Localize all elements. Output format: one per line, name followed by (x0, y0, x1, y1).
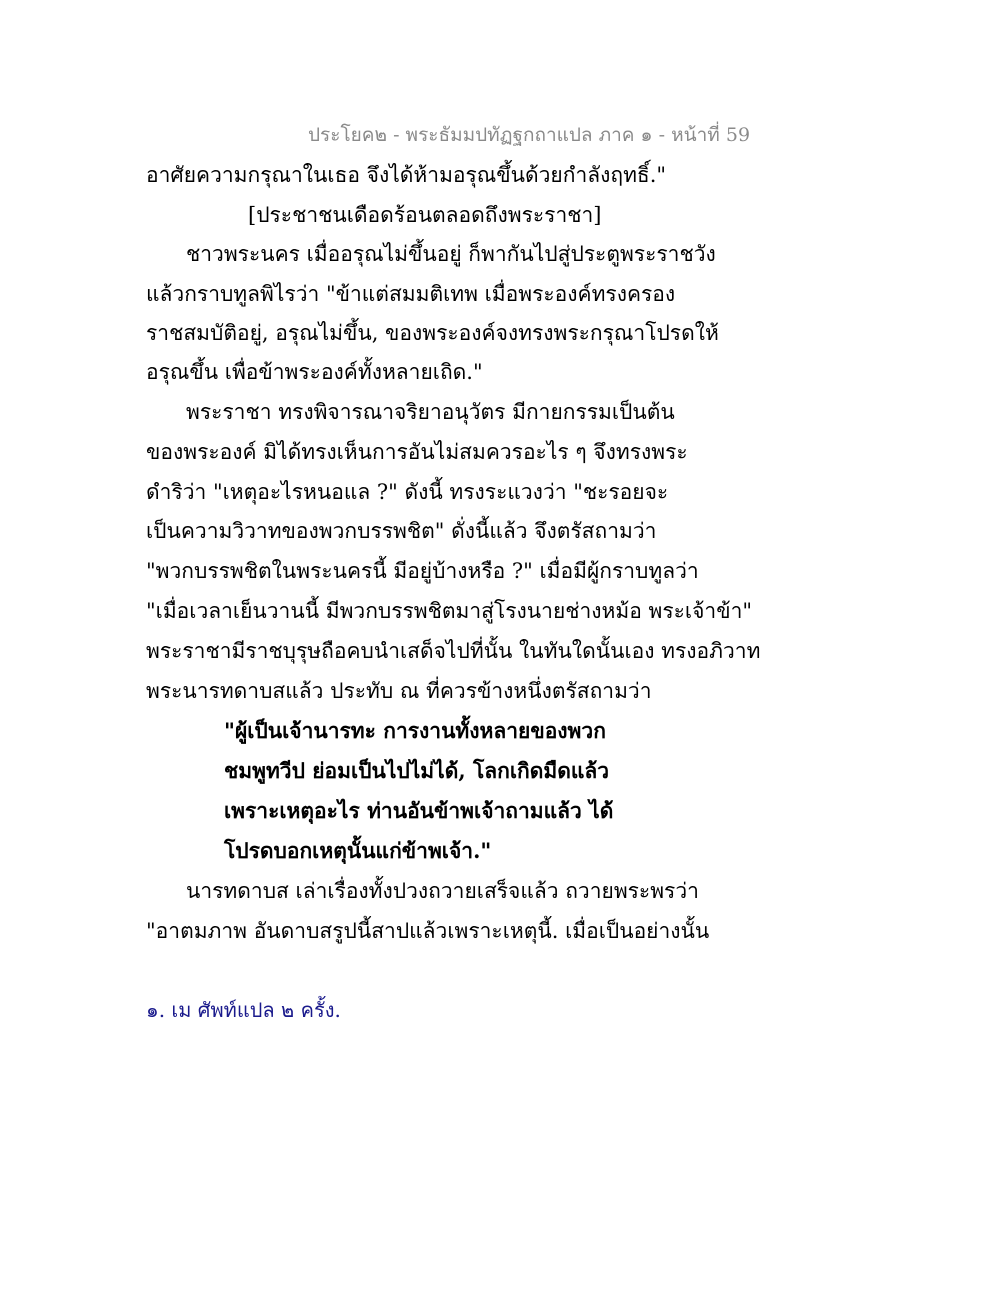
body-line: ชาวพระนคร เมื่ออรุณไม่ขึ้นอยู่ ก็พากันไปสู่ประตูพระราชวัง (186, 242, 716, 266)
body-line: เป็นความวิวาทของพวกบรรพชิต" ดั่งนี้แล้ว จึงตรัสถามว่า (146, 519, 657, 543)
quote-line: โปรดบอกเหตุนั้นแก่ข้าพเจ้า." (224, 838, 492, 863)
body-line: "พวกบรรพชิตในพระนครนี้ มีอยู่บ้างหรือ ?" เมื่อมีผู้กราบทูลว่า (146, 559, 699, 583)
body-line: ของพระองค์ มิได้ทรงเห็นการอันไม่สมควรอะไร ๆ จึงทรงพระ (146, 440, 688, 464)
body-line: ดำริว่า "เหตุอะไรหนอแล ?" ดังนี้ ทรงระแวงว่า "ชะรอยจะ (146, 480, 669, 504)
body-line: พระราชามีราชบุรุษถือคบนำเสด็จไปที่นั้น ในทันใดนั้นเอง ทรงอภิวาท (146, 639, 761, 663)
section-heading: [ประชาชนเดือดร้อนตลอดถึงพระราชา] (248, 203, 602, 227)
quote-line: เพราะเหตุอะไร ท่านอันข้าพเจ้าถามแล้ว ได้ (224, 798, 614, 823)
footnote: ๑. เม ศัพท์แปล ๒ ครั้ง. (146, 998, 341, 1022)
body-line: แล้วกราบทูลพิไรว่า "ข้าแต่สมมติเทพ เมื่อพระองค์ทรงครอง (146, 282, 676, 306)
running-head: ประโยค๒ - พระธัมมปทัฏฐกถาแปล ภาค ๑ - หน้าที่ 59 (308, 124, 751, 146)
body-line: พระราชา ทรงพิจารณาจริยาอนุวัตร มีกายกรรมเป็นต้น (186, 400, 675, 424)
quote-line: "ผู้เป็นเจ้านารทะ การงานทั้งหลายของพวก (224, 718, 606, 743)
body-line: "เมื่อเวลาเย็นวานนี้ มีพวกบรรพชิตมาสู่โรงนายช่างหม้อ พระเจ้าข้า" (146, 599, 753, 623)
body-line: อาศัยความกรุณาในเธอ จึงได้ห้ามอรุณขึ้นด้วยกำลังฤทธิ์." (146, 163, 667, 187)
body-line: ราชสมบัติอยู่, อรุณไม่ขึ้น, ของพระองค์จงทรงพระกรุณาโปรดให้ (146, 321, 719, 345)
body-line: พระนารทดาบสแล้ว ประทับ ณ ที่ควรข้างหนึ่งตรัสถามว่า (146, 679, 652, 703)
body-line: "อาตมภาพ อันดาบสรูปนี้สาปแล้วเพราะเหตุนี้. เมื่อเป็นอย่างนั้น (146, 919, 710, 943)
body-line: อรุณขึ้น เพื่อข้าพระองค์ทั้งหลายเถิด." (146, 360, 483, 384)
quote-line: ชมพูทวีป ย่อมเป็นไปไม่ได้, โลกเกิดมืดแล้ว (224, 758, 610, 783)
body-line: นารทดาบส เล่าเรื่องทั้งปวงถวายเสร็จแล้ว ถวายพระพรว่า (186, 879, 699, 903)
